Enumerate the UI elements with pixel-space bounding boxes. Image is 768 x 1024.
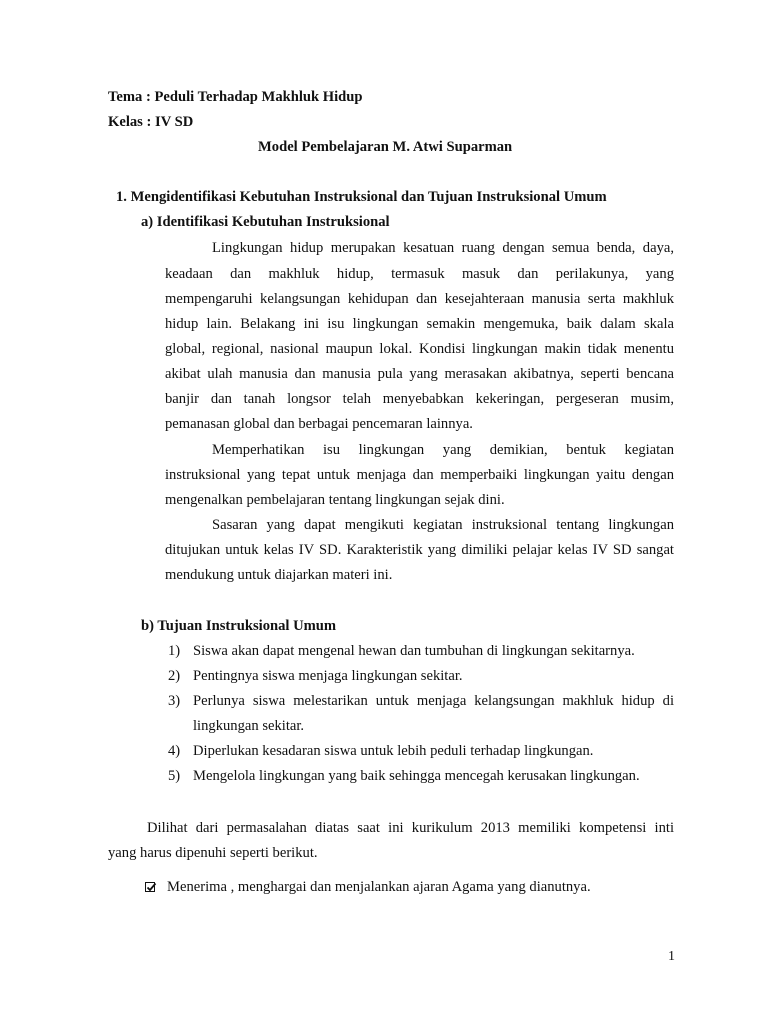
tema-line: Tema : Peduli Terhadap Makhluk Hidup [108, 89, 363, 105]
objective-text: Diperlukan kesadaran siswa untuk lebih peduli terhadap lingkungan. [193, 743, 594, 759]
checklist-item: Menerima , menghargai dan menjalankan ajaran Agama yang dianutnya. [167, 879, 591, 895]
model-title: Model Pembelajaran M. Atwi Suparman [258, 139, 513, 155]
objective-text: Siswa akan dapat mengenal hewan dan tumbuhan di lingkungan sekitarnya. [193, 643, 635, 659]
para2-line-2: instruksional yang tepat untuk menjaga dan memperbaiki lingkungan yaitu dengan [165, 467, 674, 483]
para1-line-7: banjir dan tanah longsor telah menyebabkan kekeringan, pergeseran musim, [165, 391, 674, 407]
objective-text: Pentingnya siswa menjaga lingkungan sekitar. [193, 668, 463, 684]
para3-line-3: mendukung untuk diajarkan materi ini. [165, 567, 393, 583]
para1-line-1: Lingkungan hidup merupakan kesatuan ruang dengan semua benda, daya, [212, 240, 674, 256]
para1-line-6: akibat ulah manusia dan manusia pula yang merasakan akibatnya, seperti bencana [165, 366, 674, 382]
para1-line-8: pemanasan global dan berbagai pencemaran lainnya. [165, 416, 473, 432]
objective-text: Perlunya siswa melestarikan untuk menjaga kelangsungan makhluk hidup di [193, 693, 674, 709]
objective-number: 1) [168, 643, 181, 659]
para3-line-1: Sasaran yang dapat mengikuti kegiatan instruksional tentang lingkungan [212, 517, 674, 533]
page-number: 1 [668, 949, 675, 964]
para1-line-2: keadaan dan makhluk hidup, termasuk masuk dan perilakunya, yang [165, 266, 674, 282]
para2-line-1: Memperhatikan isu lingkungan yang demikian, bentuk kegiatan [212, 442, 674, 458]
section-b-heading: b) Tujuan Instruksional Umum [141, 618, 337, 634]
objective-number: 2) [168, 668, 181, 684]
objective-number: 4) [168, 743, 181, 759]
para3-line-2: ditujukan untuk kelas IV SD. Karakteristik yang dimiliki pelajar kelas IV SD sangat [165, 542, 674, 558]
section-a-heading: a) Identifikasi Kebutuhan Instruksional [141, 214, 390, 230]
para1-line-3: mempengaruhi kelangsungan kehidupan dan kesejahteraan manusia serta makhluk [165, 291, 674, 307]
para2-line-3: mengenalkan pembelajaran tentang lingkungan sejak dini. [165, 492, 505, 508]
objective-number: 5) [168, 768, 181, 784]
checkbox-checked-icon [145, 882, 155, 892]
objective-text: Mengelola lingkungan yang baik sehingga mencegah kerusakan lingkungan. [193, 768, 640, 784]
section-1-heading: 1. Mengidentifikasi Kebutuhan Instruksional dan Tujuan Instruksional Umum [116, 189, 607, 205]
objective-text-cont: lingkungan sekitar. [193, 718, 305, 734]
closing-line-1: Dilihat dari permasalahan diatas saat ini kurikulum 2013 memiliki kompetensi inti [147, 820, 674, 836]
para1-line-5: global, regional, nasional maupun lokal. Kondisi lingkungan makin tidak menentu [165, 341, 674, 357]
kelas-line: Kelas : IV SD [108, 114, 194, 130]
para1-line-4: hidup lain. Belakang ini isu lingkungan semakin mengemuka, baik dalam skala [165, 316, 674, 332]
closing-line-2: yang harus dipenuhi seperti berikut. [108, 845, 318, 861]
objective-number: 3) [168, 693, 181, 709]
